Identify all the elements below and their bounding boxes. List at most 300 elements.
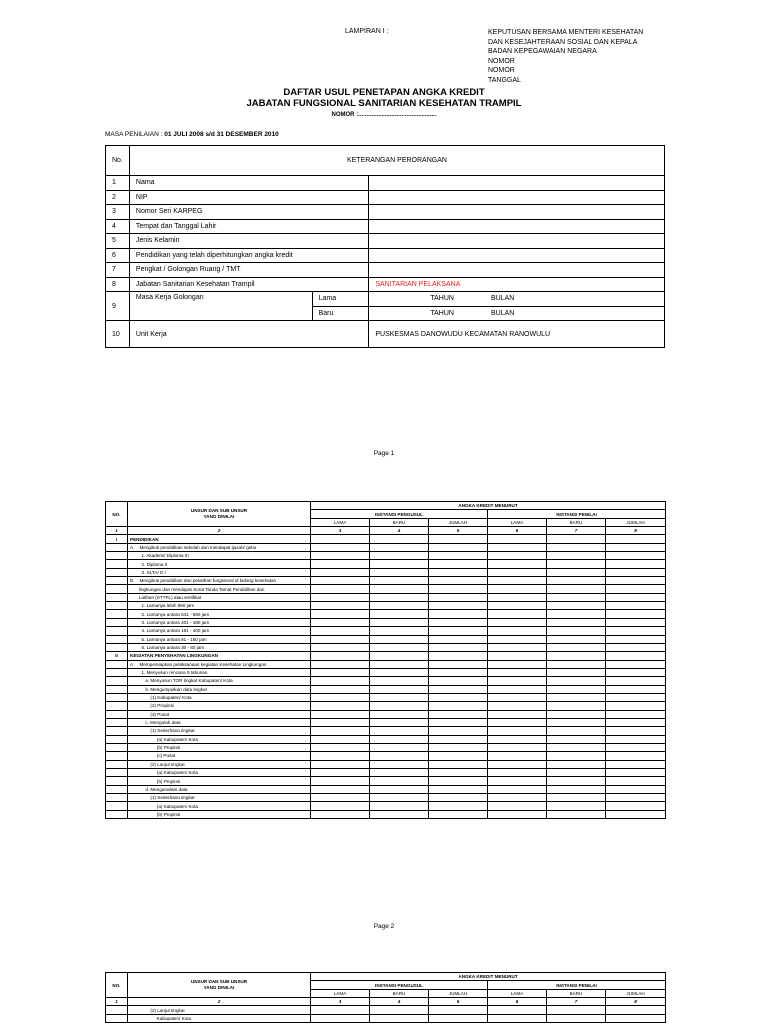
- credit-cell[interactable]: [311, 602, 370, 610]
- row-unsur: Latihan (STTPL) atau sertifikat: [128, 593, 311, 601]
- row-unsur: (b) Propinsi: [128, 777, 311, 785]
- unsur-row: [106, 794, 666, 802]
- credit-cell[interactable]: [547, 543, 606, 551]
- credit-cell[interactable]: [370, 718, 429, 726]
- credit-cell[interactable]: [606, 777, 666, 785]
- credit-cell[interactable]: [488, 635, 547, 643]
- row-no: 8: [106, 277, 130, 292]
- credit-cell[interactable]: [547, 1014, 606, 1022]
- credit-cell[interactable]: [547, 568, 606, 576]
- credit-cell[interactable]: [311, 535, 370, 543]
- credit-cell[interactable]: [547, 643, 606, 651]
- credit-cell[interactable]: [606, 794, 666, 802]
- lampiran-line: NOMOR: [488, 67, 515, 75]
- column-number: 4: [370, 998, 429, 1006]
- nomor-line: NOMOR :...............................................: [331, 112, 437, 118]
- credit-cell[interactable]: [547, 810, 606, 818]
- credit-cell[interactable]: [370, 785, 429, 793]
- row-no: [106, 677, 128, 685]
- credit-cell[interactable]: [488, 785, 547, 793]
- credit-cell[interactable]: [606, 618, 666, 626]
- credit-cell[interactable]: [429, 802, 488, 810]
- row-unsur: 1. Menyusun rencana 5 tahunan: [128, 668, 311, 676]
- credit-cell[interactable]: [429, 560, 488, 568]
- credit-cell[interactable]: [370, 618, 429, 626]
- credit-cell[interactable]: [547, 735, 606, 743]
- credit-cell[interactable]: [547, 560, 606, 568]
- credit-cell[interactable]: [429, 752, 488, 760]
- credit-cell[interactable]: [606, 602, 666, 610]
- credit-cell[interactable]: [429, 535, 488, 543]
- row-value: [369, 190, 665, 205]
- credit-cell[interactable]: [370, 652, 429, 660]
- credit-cell[interactable]: [606, 1006, 666, 1014]
- row-unsur: A. Mempersiapkan pelaksanaan kegiatan Kesehatan Lingkungan: [128, 660, 311, 668]
- credit-cell[interactable]: [370, 568, 429, 576]
- credit-cell[interactable]: [311, 652, 370, 660]
- credit-cell[interactable]: [429, 585, 488, 593]
- credit-cell[interactable]: [488, 543, 547, 551]
- page-number: Page 2: [373, 923, 395, 930]
- row-no: [106, 777, 128, 785]
- credit-cell[interactable]: [429, 777, 488, 785]
- credit-cell[interactable]: [370, 660, 429, 668]
- credit-cell[interactable]: [547, 535, 606, 543]
- credit-cell[interactable]: [488, 810, 547, 818]
- credit-cell[interactable]: [429, 1006, 488, 1014]
- column-number: 8: [606, 998, 666, 1006]
- credit-cell[interactable]: [488, 668, 547, 676]
- credit-cell[interactable]: [311, 802, 370, 810]
- row-label: NIP: [129, 190, 368, 205]
- credit-cell[interactable]: [429, 794, 488, 802]
- header-lama: LAMA: [311, 518, 370, 526]
- credit-cell[interactable]: [311, 560, 370, 568]
- credit-cell[interactable]: [370, 743, 429, 751]
- unsur-row: [106, 593, 666, 601]
- credit-cell[interactable]: [547, 602, 606, 610]
- credit-cell[interactable]: [488, 585, 547, 593]
- credit-cell[interactable]: [547, 668, 606, 676]
- credit-cell[interactable]: [429, 618, 488, 626]
- credit-cell[interactable]: [370, 702, 429, 710]
- credit-cell[interactable]: [429, 652, 488, 660]
- credit-cell[interactable]: [547, 718, 606, 726]
- credit-cell[interactable]: [488, 577, 547, 585]
- row-no: 10: [106, 321, 130, 348]
- masa-value: 01 JULI 2008 s/d 31 DESEMBER 2010: [164, 131, 279, 138]
- unsur-row: [106, 643, 666, 651]
- credit-cell[interactable]: [370, 810, 429, 818]
- credit-cell[interactable]: [370, 643, 429, 651]
- credit-cell[interactable]: [311, 635, 370, 643]
- credit-cell[interactable]: [311, 777, 370, 785]
- credit-cell[interactable]: [547, 677, 606, 685]
- credit-cell[interactable]: [547, 610, 606, 618]
- credit-cell[interactable]: [370, 552, 429, 560]
- credit-cell[interactable]: [311, 710, 370, 718]
- credit-cell[interactable]: [429, 635, 488, 643]
- credit-cell[interactable]: [606, 585, 666, 593]
- row-no: [106, 735, 128, 743]
- credit-cell[interactable]: [606, 710, 666, 718]
- credit-cell[interactable]: [547, 1006, 606, 1014]
- credit-cell[interactable]: [429, 710, 488, 718]
- credit-cell[interactable]: [370, 693, 429, 701]
- credit-cell[interactable]: [311, 769, 370, 777]
- column-number: 5: [429, 998, 488, 1006]
- credit-cell[interactable]: [547, 627, 606, 635]
- unsur-row: [106, 577, 666, 585]
- credit-cell[interactable]: [370, 602, 429, 610]
- credit-cell[interactable]: [429, 660, 488, 668]
- header-baru: BARU: [370, 989, 429, 997]
- row-unsur: 1. Akademi/ Diploma III: [128, 552, 311, 560]
- credit-cell[interactable]: [606, 643, 666, 651]
- row-no: [106, 785, 128, 793]
- unsur-row: [106, 743, 666, 751]
- row-no: [106, 577, 128, 585]
- row-no: 4: [106, 219, 130, 234]
- credit-cell[interactable]: [311, 677, 370, 685]
- row-no: [106, 1006, 128, 1014]
- credit-cell[interactable]: [488, 1014, 547, 1022]
- header-angka-kredit: ANGKA KREDIT MENURUT: [311, 973, 666, 981]
- credit-cell[interactable]: [547, 794, 606, 802]
- credit-cell[interactable]: [311, 668, 370, 676]
- credit-cell[interactable]: [311, 727, 370, 735]
- credit-cell[interactable]: [311, 735, 370, 743]
- row-unsur: lingkungan dan mendapat Surat Tanda Tamat Pendidikan dan: [128, 585, 311, 593]
- credit-cell[interactable]: [606, 735, 666, 743]
- row-unsur: 1. Lamanya lebih 960 jam: [128, 602, 311, 610]
- credit-cell[interactable]: [547, 593, 606, 601]
- credit-cell[interactable]: [488, 685, 547, 693]
- row-unsur: d. Menganalisis data: [128, 785, 311, 793]
- credit-cell[interactable]: [547, 577, 606, 585]
- credit-cell[interactable]: [547, 727, 606, 735]
- credit-cell[interactable]: [488, 560, 547, 568]
- lama-label: Lama: [312, 292, 369, 307]
- row-no: [106, 660, 128, 668]
- credit-cell[interactable]: [370, 760, 429, 768]
- lampiran-line: BADAN KEPEGAWAIAN NEGARA: [488, 48, 597, 56]
- row-no: [106, 760, 128, 768]
- row-unsur: (b) Propinsi: [128, 810, 311, 818]
- credit-cell[interactable]: [370, 710, 429, 718]
- row-no: 2: [106, 190, 130, 205]
- header-baru: BARU: [547, 989, 606, 997]
- credit-cell[interactable]: [370, 635, 429, 643]
- unsur-row: [106, 635, 666, 643]
- credit-cell[interactable]: [547, 802, 606, 810]
- row-no: [106, 1014, 128, 1022]
- row-unsur: a. Menyusun TOR tingkat Kabupaten/ Kota: [128, 677, 311, 685]
- credit-cell[interactable]: [370, 610, 429, 618]
- credit-cell[interactable]: [488, 643, 547, 651]
- row-label: Nama: [129, 176, 368, 191]
- credit-cell[interactable]: [547, 777, 606, 785]
- credit-cell[interactable]: [311, 1014, 370, 1022]
- row-unsur: Kabupaten/ Kota: [128, 1014, 311, 1022]
- column-number: 8: [606, 527, 666, 535]
- credit-cell[interactable]: [488, 602, 547, 610]
- credit-cell[interactable]: [606, 685, 666, 693]
- credit-cell[interactable]: [370, 802, 429, 810]
- unsur-row: [106, 543, 666, 551]
- credit-cell[interactable]: [488, 702, 547, 710]
- credit-cell[interactable]: [429, 610, 488, 618]
- credit-cell[interactable]: [429, 677, 488, 685]
- credit-cell[interactable]: [311, 702, 370, 710]
- credit-cell[interactable]: [311, 810, 370, 818]
- lampiran-line: DAN KESEJAHTERAAN SOSIAL DAN KEPALA: [488, 38, 638, 46]
- credit-cell[interactable]: [311, 643, 370, 651]
- credit-cell[interactable]: [311, 693, 370, 701]
- credit-cell[interactable]: [547, 785, 606, 793]
- credit-cell[interactable]: [370, 535, 429, 543]
- credit-cell[interactable]: [370, 752, 429, 760]
- credit-cell[interactable]: [547, 660, 606, 668]
- credit-cell[interactable]: [370, 677, 429, 685]
- unsur-row: [106, 802, 666, 810]
- credit-cell[interactable]: [429, 627, 488, 635]
- credit-cell[interactable]: [547, 635, 606, 643]
- credit-cell[interactable]: [370, 1014, 429, 1022]
- credit-cell[interactable]: [429, 1014, 488, 1022]
- row-unsur: (1) Sederhana tingkat: [128, 727, 311, 735]
- credit-cell[interactable]: [429, 602, 488, 610]
- credit-cell[interactable]: [370, 777, 429, 785]
- credit-cell[interactable]: [606, 693, 666, 701]
- credit-cell[interactable]: [547, 552, 606, 560]
- credit-cell[interactable]: [370, 577, 429, 585]
- row-no: [106, 743, 128, 751]
- header-jumlah: JUMLAH: [429, 989, 488, 997]
- credit-cell[interactable]: [547, 769, 606, 777]
- header-penilai: INSTANSI PENILAI: [488, 510, 666, 518]
- credit-cell[interactable]: [488, 552, 547, 560]
- credit-cell[interactable]: [606, 769, 666, 777]
- credit-cell[interactable]: [606, 802, 666, 810]
- credit-cell[interactable]: [311, 627, 370, 635]
- credit-cell[interactable]: [606, 810, 666, 818]
- credit-cell[interactable]: [311, 794, 370, 802]
- credit-cell[interactable]: [547, 752, 606, 760]
- credit-cell[interactable]: [429, 552, 488, 560]
- credit-cell[interactable]: [311, 685, 370, 693]
- credit-cell[interactable]: [311, 577, 370, 585]
- credit-cell[interactable]: [429, 568, 488, 576]
- unsur-row: [106, 660, 666, 668]
- credit-cell[interactable]: [606, 560, 666, 568]
- column-number: 1: [106, 527, 128, 535]
- credit-cell[interactable]: [311, 568, 370, 576]
- credit-cell[interactable]: [370, 668, 429, 676]
- row-no: [106, 552, 128, 560]
- credit-cell[interactable]: [488, 618, 547, 626]
- credit-cell[interactable]: [488, 652, 547, 660]
- credit-cell[interactable]: [429, 735, 488, 743]
- credit-cell[interactable]: [488, 535, 547, 543]
- credit-cell[interactable]: [547, 760, 606, 768]
- column-number-row: [106, 527, 666, 535]
- credit-cell[interactable]: [606, 718, 666, 726]
- credit-cell[interactable]: [311, 743, 370, 751]
- credit-cell[interactable]: [370, 769, 429, 777]
- credit-cell[interactable]: [606, 535, 666, 543]
- credit-cell[interactable]: [429, 543, 488, 551]
- credit-cell[interactable]: [488, 693, 547, 701]
- credit-cell[interactable]: [488, 1006, 547, 1014]
- credit-cell[interactable]: [488, 743, 547, 751]
- credit-cell[interactable]: [547, 743, 606, 751]
- credit-cell[interactable]: [488, 727, 547, 735]
- credit-cell[interactable]: [547, 702, 606, 710]
- credit-cell[interactable]: [606, 543, 666, 551]
- row-no: [106, 727, 128, 735]
- credit-cell[interactable]: [488, 794, 547, 802]
- credit-cell[interactable]: [547, 618, 606, 626]
- credit-cell[interactable]: [606, 743, 666, 751]
- credit-cell[interactable]: [429, 643, 488, 651]
- row-label: Pendidikan yang telah diperhitungkan angka kredit: [129, 248, 368, 263]
- row-unsur: 2. Diploma II: [128, 560, 311, 568]
- unsur-row: [106, 560, 666, 568]
- credit-cell[interactable]: [429, 760, 488, 768]
- credit-cell[interactable]: [606, 552, 666, 560]
- document-subtitle: JABATAN FUNGSIONAL SANITARIAN KESEHATAN TRAMPIL: [246, 98, 522, 109]
- unsur-row: [106, 710, 666, 718]
- credit-cell[interactable]: [311, 618, 370, 626]
- credit-cell[interactable]: [547, 585, 606, 593]
- row-no: [106, 718, 128, 726]
- credit-cell[interactable]: [606, 785, 666, 793]
- credit-cell[interactable]: [311, 760, 370, 768]
- credit-cell[interactable]: [606, 677, 666, 685]
- credit-cell[interactable]: [429, 668, 488, 676]
- row-unsur: (c) Pusat: [128, 752, 311, 760]
- unsur-row: [106, 652, 666, 660]
- credit-cell[interactable]: [606, 727, 666, 735]
- header-lama: LAMA: [311, 989, 370, 997]
- credit-cell[interactable]: [429, 685, 488, 693]
- row-no: [106, 693, 128, 701]
- credit-cell[interactable]: [370, 1006, 429, 1014]
- row-no: [106, 602, 128, 610]
- credit-cell[interactable]: [547, 652, 606, 660]
- credit-cell[interactable]: [606, 668, 666, 676]
- column-number: 7: [547, 527, 606, 535]
- row-no: [106, 585, 128, 593]
- credit-cell[interactable]: [606, 760, 666, 768]
- credit-cell[interactable]: [370, 794, 429, 802]
- credit-cell[interactable]: [311, 660, 370, 668]
- credit-cell[interactable]: [547, 693, 606, 701]
- credit-cell[interactable]: [606, 660, 666, 668]
- credit-cell[interactable]: [547, 710, 606, 718]
- credit-cell[interactable]: [488, 802, 547, 810]
- credit-cell[interactable]: [606, 627, 666, 635]
- credit-cell[interactable]: [606, 1014, 666, 1022]
- credit-cell[interactable]: [488, 710, 547, 718]
- credit-cell[interactable]: [606, 577, 666, 585]
- credit-cell[interactable]: [488, 718, 547, 726]
- credit-cell[interactable]: [370, 627, 429, 635]
- credit-cell[interactable]: [488, 760, 547, 768]
- credit-cell[interactable]: [606, 652, 666, 660]
- credit-cell[interactable]: [370, 543, 429, 551]
- column-number: 6: [488, 527, 547, 535]
- credit-cell[interactable]: [370, 727, 429, 735]
- credit-cell[interactable]: [370, 585, 429, 593]
- credit-cell[interactable]: [488, 660, 547, 668]
- credit-cell[interactable]: [488, 769, 547, 777]
- credit-cell[interactable]: [429, 718, 488, 726]
- credit-cell[interactable]: [311, 585, 370, 593]
- credit-cell[interactable]: [488, 593, 547, 601]
- credit-cell[interactable]: [488, 735, 547, 743]
- unsur-row: [106, 610, 666, 618]
- credit-cell[interactable]: [429, 785, 488, 793]
- credit-cell[interactable]: [488, 610, 547, 618]
- credit-cell[interactable]: [311, 785, 370, 793]
- credit-cell[interactable]: [429, 743, 488, 751]
- row-unsur: 3. SLTA/ D I: [128, 568, 311, 576]
- row-unsur: (2) Lanjut tingkat: [128, 760, 311, 768]
- row-label: Jenis Kelamin: [129, 234, 368, 249]
- credit-cell[interactable]: [429, 727, 488, 735]
- credit-cell[interactable]: [488, 568, 547, 576]
- credit-cell[interactable]: [370, 735, 429, 743]
- page-number: Page 1: [373, 450, 395, 457]
- credit-cell[interactable]: [370, 593, 429, 601]
- credit-cell[interactable]: [606, 702, 666, 710]
- credit-cell[interactable]: [429, 693, 488, 701]
- credit-cell[interactable]: [429, 769, 488, 777]
- credit-cell[interactable]: [311, 593, 370, 601]
- credit-cell[interactable]: [606, 610, 666, 618]
- credit-cell[interactable]: [311, 610, 370, 618]
- credit-cell[interactable]: [488, 752, 547, 760]
- row-unsur: 4. Lamanya antara 161 - 400 jam: [128, 627, 311, 635]
- credit-cell[interactable]: [547, 685, 606, 693]
- credit-cell[interactable]: [606, 568, 666, 576]
- credit-cell[interactable]: [606, 593, 666, 601]
- row-no: [106, 702, 128, 710]
- credit-cell[interactable]: [429, 810, 488, 818]
- unsur-row: [106, 1014, 666, 1022]
- credit-cell[interactable]: [311, 1006, 370, 1014]
- unsur-row: [106, 618, 666, 626]
- credit-cell[interactable]: [311, 543, 370, 551]
- credit-cell[interactable]: [370, 685, 429, 693]
- credit-cell[interactable]: [311, 552, 370, 560]
- credit-cell[interactable]: [311, 718, 370, 726]
- info-row: [106, 219, 665, 234]
- credit-cell[interactable]: [488, 627, 547, 635]
- credit-cell[interactable]: [606, 752, 666, 760]
- credit-cell[interactable]: [606, 635, 666, 643]
- credit-cell[interactable]: [429, 702, 488, 710]
- credit-cell[interactable]: [429, 593, 488, 601]
- credit-cell[interactable]: [488, 777, 547, 785]
- credit-cell[interactable]: [429, 577, 488, 585]
- credit-cell[interactable]: [311, 752, 370, 760]
- unsur-row: [106, 769, 666, 777]
- credit-cell[interactable]: [488, 677, 547, 685]
- credit-cell[interactable]: [370, 560, 429, 568]
